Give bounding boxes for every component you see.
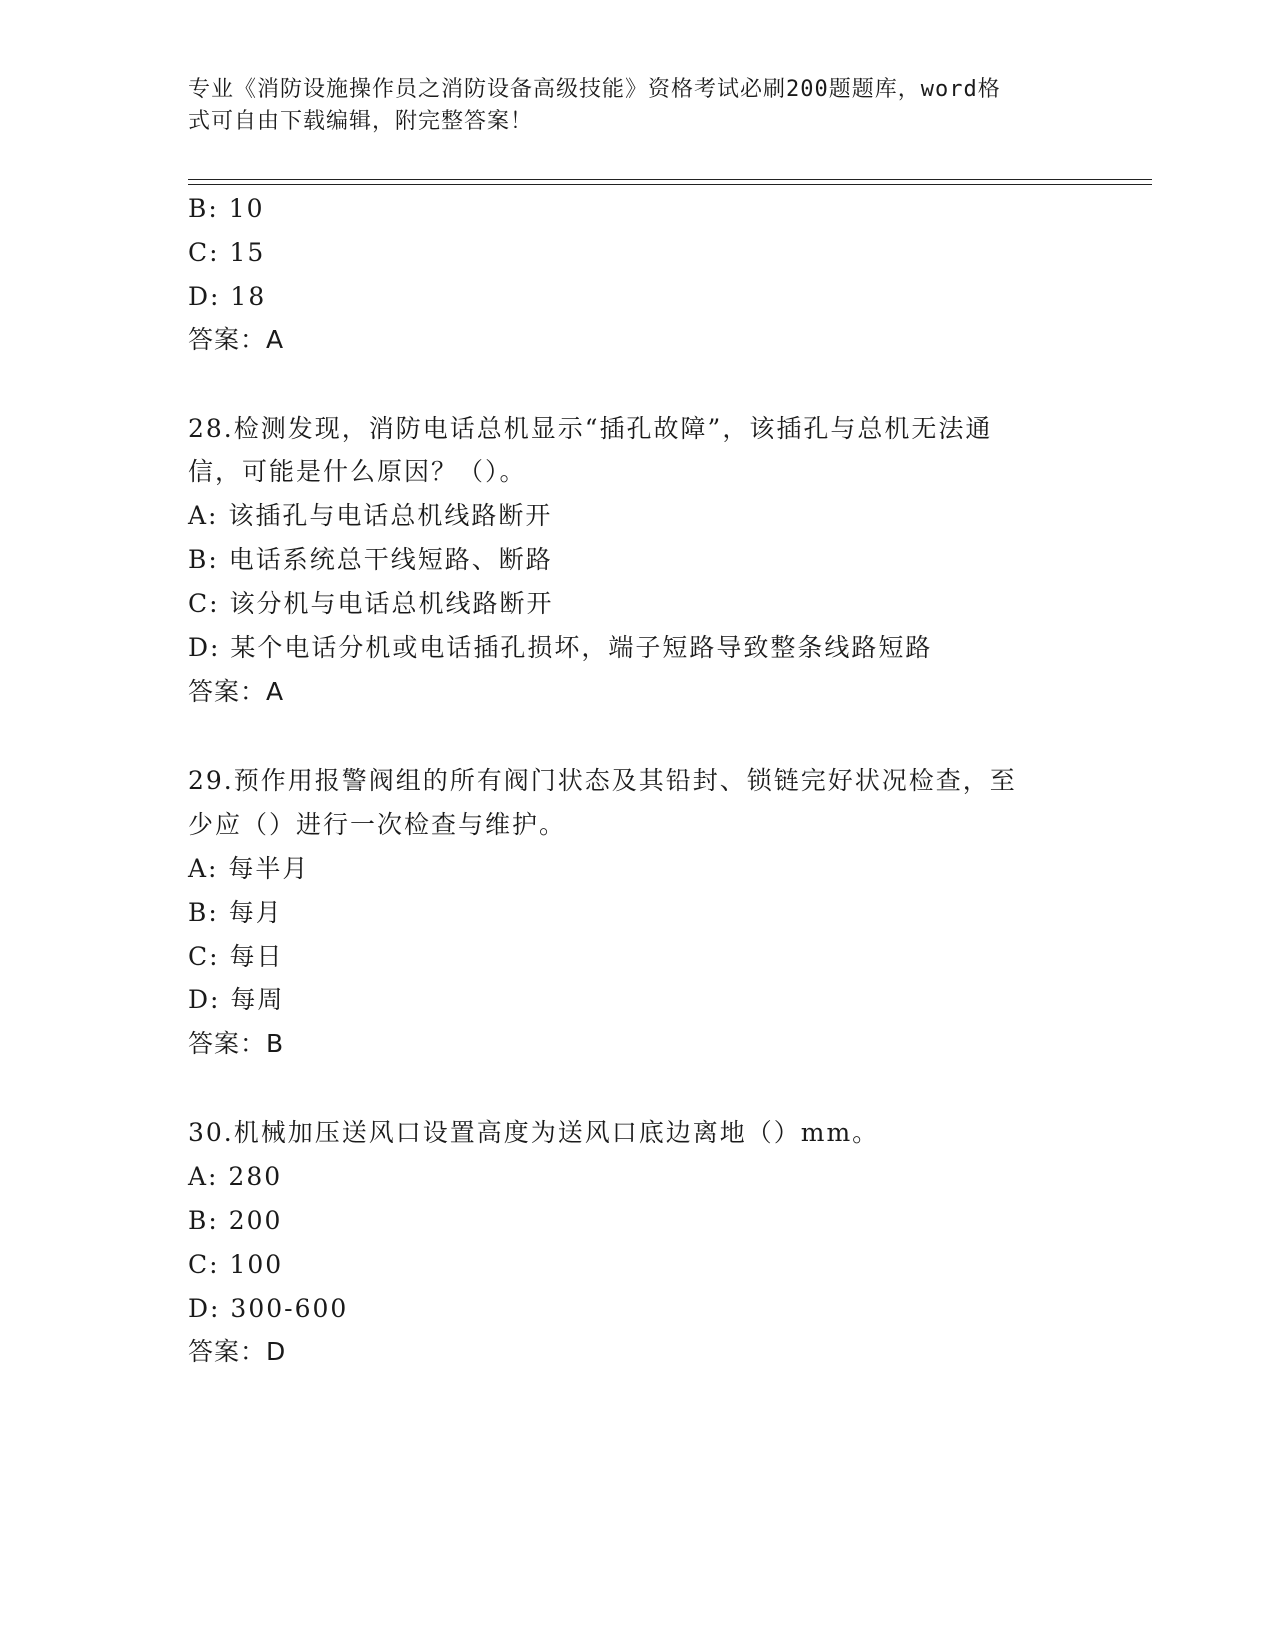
q28-option-b: B: 电话系统总干线短路、断路 bbox=[188, 545, 553, 574]
header-divider-bottom bbox=[188, 184, 1152, 185]
q29-option-c: C: 每日 bbox=[188, 942, 284, 971]
q28-option-d: D: 某个电话分机或电话插孔损坏，端子短路导致整条线路短路 bbox=[188, 633, 933, 662]
q30-answer: 答案：D bbox=[188, 1337, 287, 1366]
q29-stem-line-2: 少应（）进行一次检查与维护。 bbox=[188, 810, 567, 839]
q27-option-c: C: 15 bbox=[188, 238, 266, 267]
q28-option-c: C: 该分机与电话总机线路断开 bbox=[188, 589, 554, 618]
q30-option-b: B: 200 bbox=[188, 1206, 283, 1235]
document-header bbox=[188, 74, 1068, 138]
q27-option-d: D: 18 bbox=[188, 282, 267, 311]
q28-stem-line-1: 28.检测发现，消防电话总机显示“插孔故障”，该插孔与总机无法通 bbox=[188, 414, 993, 443]
q30-option-c: C: 100 bbox=[188, 1250, 284, 1279]
q28-stem-line-2: 信，可能是什么原因？（）。 bbox=[188, 457, 527, 486]
q29-option-a: A: 每半月 bbox=[188, 854, 310, 883]
header-line-1: 专业《消防设施操作员之消防设备高级技能》资格考试必刷200题题库，word格 bbox=[188, 77, 1001, 102]
header-line-2: 式可自由下载编辑，附完整答案！ bbox=[188, 109, 534, 134]
q30-option-a: A: 280 bbox=[188, 1162, 283, 1191]
q29-answer: 答案：B bbox=[188, 1029, 285, 1058]
q30-stem-line-1: 30.机械加压送风口设置高度为送风口底边离地（）mm。 bbox=[188, 1118, 880, 1147]
q28-option-a: A: 该插孔与电话总机线路断开 bbox=[188, 501, 553, 530]
q29-stem-line-1: 29.预作用报警阀组的所有阀门状态及其铅封、锁链完好状况检查，至 bbox=[188, 766, 1017, 795]
q28-answer: 答案：A bbox=[188, 677, 285, 706]
q29-option-b: B: 每月 bbox=[188, 898, 283, 927]
header-divider-top bbox=[188, 179, 1152, 180]
q27-answer: 答案：A bbox=[188, 325, 285, 354]
q29-option-d: D: 每周 bbox=[188, 985, 285, 1014]
q27-option-b: B: 10 bbox=[188, 194, 265, 223]
q30-option-d: D: 300-600 bbox=[188, 1294, 349, 1323]
